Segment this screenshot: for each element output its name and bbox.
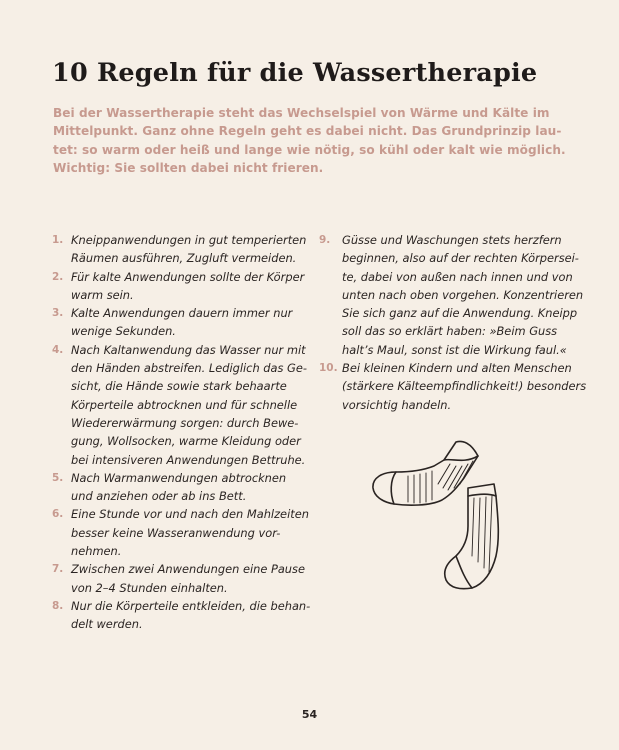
rule-text: soll das so erklärt haben: »Beim Guss [342, 324, 558, 339]
rule-text: besser keine Wasseranwendung vor- [71, 525, 281, 540]
rule-text: Kneippanwendungen in gut temperierten [71, 233, 307, 247]
rule-item [319, 359, 587, 414]
rule-text: und anziehen oder ab ins Bett. [71, 489, 247, 504]
rule-number: 9. [319, 234, 331, 246]
rule-item [52, 469, 302, 506]
rule-number: 6. [52, 508, 64, 521]
intro-line: tet: so warm oder heiß und lange wie nötig, so kühl oder kalt wie möglich. [53, 142, 566, 157]
rule-text: Nach Warmanwendungen abtrocknen [71, 470, 287, 485]
rule-text: Körperteile abtrocknen und für schnelle [71, 397, 298, 412]
rule-text: wenige Sekunden. [71, 324, 176, 339]
rule-text: Wiedererwärmung sorgen: durch Bewe- [71, 415, 299, 430]
rule-text: gung, Wollsocken, warme Kleidung oder [71, 434, 301, 449]
rule-item [52, 560, 305, 597]
rule-item [52, 341, 307, 469]
rule-number: 1. [52, 234, 64, 246]
intro-line: Bei der Wassertherapie steht das Wechselspiel von Wärme und Kälte im [53, 106, 550, 120]
rule-item [52, 597, 311, 634]
rule-text: Für kalte Anwendungen sollte der Körper [71, 269, 305, 284]
rule-text: Kalte Anwendungen dauern immer nur [71, 306, 293, 321]
rule-text: (stärkere Kälteempfindlichkeit!) besonders [342, 379, 587, 394]
rule-number: 4. [52, 343, 64, 356]
rule-text: vorsichtig handeln. [342, 397, 452, 412]
rule-text: Sie sich ganz auf die Anwendung. Kneipp [342, 306, 578, 321]
rule-text: Räumen ausführen, Zugluft vermeiden. [71, 251, 297, 266]
rule-text: te, dabei von außen nach innen und von [342, 269, 573, 284]
rule-item [319, 231, 584, 359]
rule-number: 5. [52, 471, 64, 484]
rule-text: von 2–4 Stunden einhalten. [71, 580, 228, 595]
rule-item [52, 231, 307, 268]
rule-number: 2. [52, 270, 64, 283]
rule-text: delt werden. [71, 617, 143, 632]
rule-text: Eine Stunde vor und nach den Mahlzeiten [71, 507, 309, 522]
rule-item [52, 505, 309, 560]
rule-number: 7. [52, 563, 64, 576]
socks-icon [368, 438, 508, 598]
rule-item [52, 268, 305, 305]
rule-text: Nur die Körperteile entkleiden, die behan- [71, 598, 311, 613]
intro-line: Wichtig: Sie sollten dabei nicht frieren. [53, 160, 324, 175]
rule-text: warm sein. [71, 287, 134, 302]
rule-text: den Händen abstreifen. Lediglich das Ge- [71, 361, 307, 376]
rule-text: Bei kleinen Kindern und alten Menschen [342, 361, 572, 376]
rule-text: nehmen. [71, 544, 122, 559]
rule-number: 10. [319, 362, 338, 375]
rule-item [52, 304, 302, 341]
page-title: 10 Regeln für die Wassertherapie [52, 58, 538, 88]
rule-number: 3. [52, 307, 64, 320]
rule-number: 8. [52, 599, 64, 612]
rules-list-right [319, 231, 587, 414]
rule-text: unten nach oben vorgehen. Konzentrieren [342, 287, 584, 302]
rule-text: Zwischen zwei Anwendungen eine Pause [71, 562, 305, 577]
rule-text: beginnen, also auf der rechten Körpersei- [342, 251, 579, 266]
intro-line: Mittelpunkt. Ganz ohne Regeln geht es dabei nicht. Das Grundprinzip lau- [53, 124, 562, 139]
intro-paragraph [53, 104, 566, 177]
rule-text: halt’s Maul, sonst ist die Wirkung faul.« [342, 342, 567, 357]
page-number: 54 [301, 708, 318, 721]
rule-text: sicht, die Hände sowie stark behaarte [71, 379, 287, 394]
rule-text: Güsse und Waschungen stets herzfern [342, 233, 562, 247]
rule-text: bei intensiveren Anwendungen Bettruhe. [71, 452, 306, 467]
rules-list-left [52, 231, 311, 634]
rule-text: Nach Kaltanwendung das Wasser nur mit [71, 342, 306, 357]
